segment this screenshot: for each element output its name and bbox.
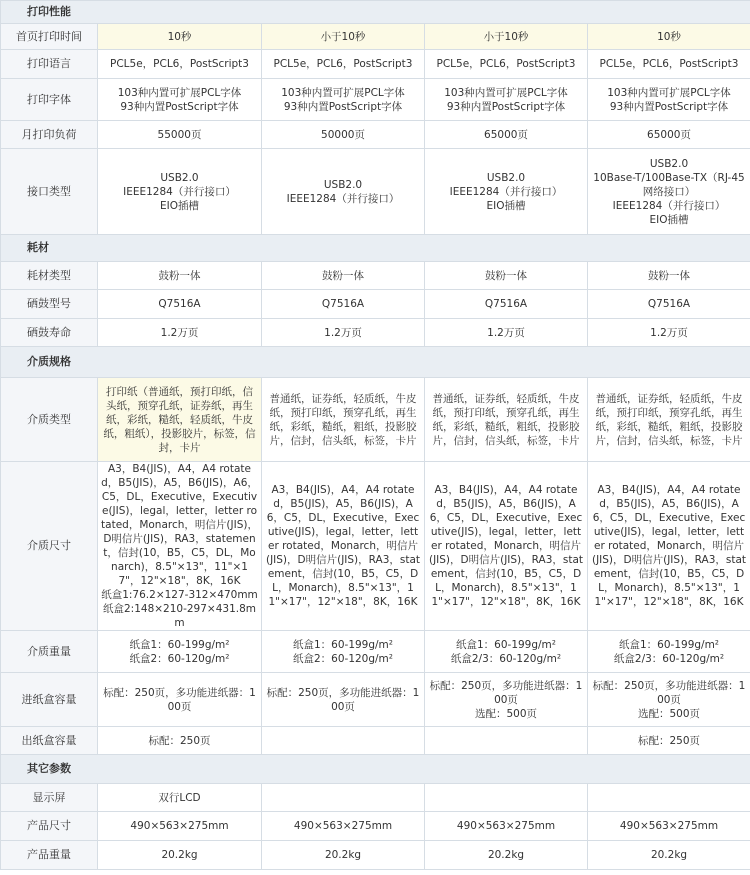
cell: USB2.0 10Base-T/100Base-TX（RJ-45网络接口） IEEE1284（并行接口） EIO插槽: [588, 149, 750, 235]
row-label: 硒鼓型号: [1, 290, 98, 319]
row-interface: [1, 149, 750, 235]
cell: USB2.0 IEEE1284（并行接口）: [262, 149, 425, 235]
cell: 1.2万页: [588, 319, 750, 347]
cell: 10秒: [588, 24, 750, 50]
cell: 103种内置可扩展PCL字体 93种内置PostScript字体: [98, 79, 262, 121]
cell: 鼓粉一体: [262, 262, 425, 290]
cell: 鼓粉一体: [588, 262, 750, 290]
cell: Q7516A: [588, 290, 750, 319]
section-title: 打印性能: [1, 1, 750, 24]
row-size: [1, 812, 750, 841]
cell: 普通纸，证券纸，轻质纸，牛皮纸，预打印纸，预穿孔纸，再生纸，彩纸，糙纸，粗纸，投影胶片，信封，信头纸，标签，卡片: [588, 378, 750, 462]
cell: Q7516A: [425, 290, 588, 319]
cell: 490×563×275mm: [262, 812, 425, 841]
cell: 20.2kg: [98, 841, 262, 870]
row-label: 打印语言: [1, 50, 98, 79]
cell: 1.2万页: [262, 319, 425, 347]
cell: 小于10秒: [262, 24, 425, 50]
row-drum-model: [1, 290, 750, 319]
cell: 标配：250页，多功能进纸器：100页 选配：500页: [425, 673, 588, 727]
row-label: 出纸盒容量: [1, 727, 98, 755]
cell: Q7516A: [98, 290, 262, 319]
section-print: [1, 1, 750, 24]
row-label: 首页打印时间: [1, 24, 98, 50]
row-drum-life: [1, 319, 750, 347]
cell: 20.2kg: [262, 841, 425, 870]
row-label: 介质重量: [1, 631, 98, 673]
section-title: 耗材: [1, 235, 750, 262]
cell: 490×563×275mm: [588, 812, 750, 841]
cell: 打印纸（普通纸，预打印纸，信头纸，预穿孔纸，证券纸，再生纸，彩纸，糙纸，轻质纸，牛皮纸，粗纸），投影胶片，标签，信封，卡片: [98, 378, 262, 462]
cell: 纸盒1：60-199g/m² 纸盒2/3：60-120g/m²: [588, 631, 750, 673]
row-label: 介质尺寸: [1, 462, 98, 631]
section-title: 介质规格: [1, 347, 750, 378]
row-label: 进纸盒容量: [1, 673, 98, 727]
row-first-print: [1, 24, 750, 50]
cell: 双行LCD: [98, 784, 262, 812]
cell: 103种内置可扩展PCL字体 93种内置PostScript字体: [262, 79, 425, 121]
cell: 普通纸，证券纸，轻质纸，牛皮纸，预打印纸，预穿孔纸，再生纸，彩纸，糙纸，粗纸，投影胶片，信封，信头纸，标签，卡片: [425, 378, 588, 462]
section-media: [1, 347, 750, 378]
cell: A3，B4(JIS)，A4，A4 rotated，B5(JIS)，A5，B6(JIS)，A6，C5，DL，Executive，Executive(JIS)，legal，letter，letter rotated，Monarch，明信片(JIS)，D明信片(JIS)，RA3，statement，信封(10，B5，C5，DL，Monarch)，8.5"×13"，11"×17"，12"×18"，8K，16K: [262, 462, 425, 631]
row-label: 介质类型: [1, 378, 98, 462]
cell: PCL5e，PCL6，PostScript3: [262, 50, 425, 79]
row-label: 产品尺寸: [1, 812, 98, 841]
section-other: [1, 755, 750, 784]
cell: USB2.0 IEEE1284（并行接口） EIO插槽: [98, 149, 262, 235]
cell: 纸盒1：60-199g/m² 纸盒2/3：60-120g/m²: [425, 631, 588, 673]
section-consumables: [1, 235, 750, 262]
cell: 标配：250页: [588, 727, 750, 755]
cell: 1.2万页: [98, 319, 262, 347]
cell: 20.2kg: [588, 841, 750, 870]
cell: 标配：250页: [98, 727, 262, 755]
cell: Q7516A: [262, 290, 425, 319]
cell: [588, 784, 750, 812]
row-label: 打印字体: [1, 79, 98, 121]
cell: 490×563×275mm: [98, 812, 262, 841]
cell: 标配：250页，多功能进纸器：100页: [98, 673, 262, 727]
cell: [262, 727, 425, 755]
cell: 50000页: [262, 121, 425, 149]
cell: 小于10秒: [425, 24, 588, 50]
cell: 103种内置可扩展PCL字体 93种内置PostScript字体: [425, 79, 588, 121]
row-media-size: [1, 462, 750, 631]
cell: 标配：250页，多功能进纸器：100页: [262, 673, 425, 727]
row-label: 产品重量: [1, 841, 98, 870]
cell: A3，B4(JIS)，A4，A4 rotated，B5(JIS)，A5，B6(JIS)，A6，C5，DL，Executive，Executive(JIS)，legal，letter，letter rotated，Monarch，明信片(JIS)，D明信片(JIS)，RA3，statement，信封(10，B5，C5，DL，Monarch)，8.5"×13"，11"×17"，12"×18"，8K，16K 纸盒1:76.2×127-312×470mm 纸盒2:148×210-297×431.8mm: [98, 462, 262, 631]
cell: 65000页: [588, 121, 750, 149]
row-fonts: [1, 79, 750, 121]
cell: 1.2万页: [425, 319, 588, 347]
row-consumable-type: [1, 262, 750, 290]
row-label: 月打印负荷: [1, 121, 98, 149]
cell: 10秒: [98, 24, 262, 50]
cell: 标配：250页，多功能进纸器：100页 选配：500页: [588, 673, 750, 727]
cell: 65000页: [425, 121, 588, 149]
cell: 纸盒1：60-199g/m² 纸盒2：60-120g/m²: [262, 631, 425, 673]
cell: 103种内置可扩展PCL字体 93种内置PostScript字体: [588, 79, 750, 121]
row-weight: [1, 841, 750, 870]
cell: 纸盒1：60-199g/m² 纸盒2：60-120g/m²: [98, 631, 262, 673]
cell: PCL5e，PCL6，PostScript3: [425, 50, 588, 79]
cell: PCL5e，PCL6，PostScript3: [588, 50, 750, 79]
row-media-weight: [1, 631, 750, 673]
cell: A3，B4(JIS)，A4，A4 rotated，B5(JIS)，A5，B6(JIS)，A6，C5，DL，Executive，Executive(JIS)，legal，letter，letter rotated，Monarch，明信片(JIS)，D明信片(JIS)，RA3，statement，信封(10，B5，C5，DL，Monarch)，8.5"×13"，11"×17"，12"×18"，8K，16K: [425, 462, 588, 631]
row-output: [1, 727, 750, 755]
cell: [425, 727, 588, 755]
row-language: [1, 50, 750, 79]
row-input: [1, 673, 750, 727]
row-display: [1, 784, 750, 812]
cell: USB2.0 IEEE1284（并行接口） EIO插槽: [425, 149, 588, 235]
row-label: 耗材类型: [1, 262, 98, 290]
row-media-type: [1, 378, 750, 462]
cell: PCL5e，PCL6，PostScript3: [98, 50, 262, 79]
row-label: 显示屏: [1, 784, 98, 812]
cell: 普通纸，证券纸，轻质纸，牛皮纸，预打印纸，预穿孔纸，再生纸，彩纸，糙纸，粗纸，投影胶片，信封，信头纸，标签，卡片: [262, 378, 425, 462]
row-label: 硒鼓寿命: [1, 319, 98, 347]
cell: 55000页: [98, 121, 262, 149]
section-title: 其它参数: [1, 755, 750, 784]
cell: [425, 784, 588, 812]
row-label: 接口类型: [1, 149, 98, 235]
cell: 20.2kg: [425, 841, 588, 870]
cell: 鼓粉一体: [425, 262, 588, 290]
cell: A3，B4(JIS)，A4，A4 rotated，B5(JIS)，A5，B6(JIS)，A6，C5，DL，Executive，Executive(JIS)，legal，letter，letter rotated，Monarch，明信片(JIS)，D明信片(JIS)，RA3，statement，信封(10，B5，C5，DL，Monarch)，8.5"×13"，11"×17"，12"×18"，8K，16K: [588, 462, 750, 631]
cell: [262, 784, 425, 812]
cell: 490×563×275mm: [425, 812, 588, 841]
cell: 鼓粉一体: [98, 262, 262, 290]
row-duty: [1, 121, 750, 149]
